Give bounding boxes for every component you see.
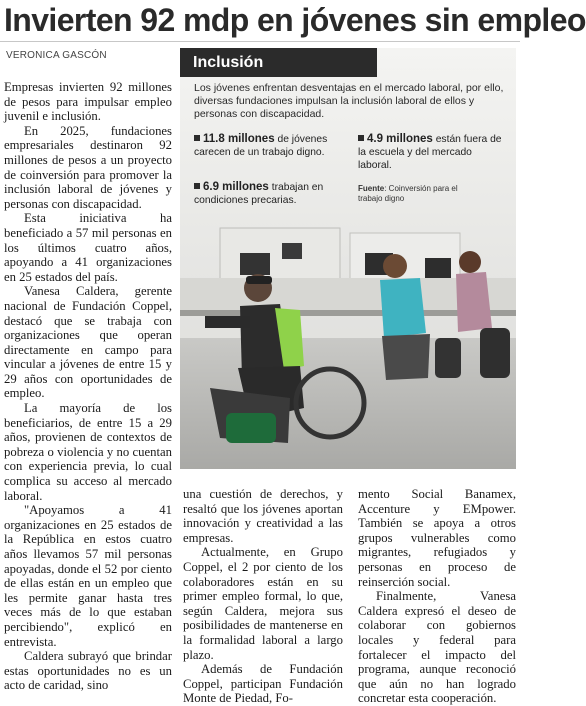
paragraph: "Apoyamos a 41 organizaciones en 25 estados de la República en estos cuatro años llevamos 57 mil personas apoyadas, donde el 52 por ciento de ellas están en un empleo que les permite ganar hasta tres veces más de lo que estaban percibiendo", explicó en entrevista. <box>4 503 172 649</box>
headline-rule <box>0 41 520 42</box>
byline: VERONICA GASCÓN <box>6 50 107 61</box>
fact-text: trabajan en condiciones precarias. <box>194 182 324 206</box>
fact-text: de jóvenes carecen de un trabajo digno. <box>194 134 328 158</box>
paragraph: Finalmente, Vanesa Caldera expresó el deseo de colaborar con gobiernos locales y federal para fortalecer el impacto del programa, aunque reconoció que aún no han logrado concretar esta cooperación. <box>358 589 516 706</box>
source-label: Fuente <box>358 184 385 193</box>
headline: Invierten 92 mdp en jóvenes sin empleo <box>4 2 586 38</box>
square-bullet-icon <box>194 135 200 141</box>
fact-item <box>194 133 354 159</box>
infobox-intro: Los jóvenes enfrentan desventajas en el mercado laboral, por ello, diversas fundaciones impulsan la inclusión laboral de ellos y personas con discapacidad. <box>194 82 504 120</box>
inclusion-infobox <box>180 48 516 469</box>
square-bullet-icon <box>358 135 364 141</box>
paragraph: Caldera subrayó que brindar estas oportunidades no es un acto de caridad, sino <box>4 649 172 693</box>
paragraph: una cuestión de derechos, y resaltó que los jóvenes aportan innovación y creatividad a las empresas. <box>183 487 343 545</box>
paragraph: mento Social Banamex, Accenture y EMpower. También se apoya a otros grupos vulnerables como migrantes, refugiados y personas en proceso de reinserción social. <box>358 487 516 589</box>
fact-value: 11.8 millones <box>203 133 275 145</box>
paragraph: Además de Fundación Coppel, participan Fundación Monte de Piedad, Fo- <box>183 662 343 706</box>
paragraph: En 2025, fundaciones empresariales destinaron 92 millones de pesos a un proyecto de coinversión para promover la inclusión laboral de jóvenes y personas con discapacidad. <box>4 123 172 211</box>
infobox-title: Inclusión <box>180 48 377 77</box>
square-bullet-icon <box>194 183 200 189</box>
paragraph: Esta iniciativa ha beneficiado a 57 mil personas en los últimos cuatro años, apoyando a 41 organizaciones en 25 estados del país. <box>4 211 172 284</box>
paragraph: Vanesa Caldera, gerente nacional de Fundación Coppel, destacó que se trabaja con organizaciones que operan directamente en campo para vincular a jóvenes de entre 15 y 29 años con oportunidades de empleo. <box>4 284 172 401</box>
infobox-source <box>358 184 468 204</box>
fact-value: 4.9 millones <box>367 133 433 145</box>
paragraph: La mayoría de los beneficiarios, de entre 15 a 29 años, provienen de contextos de pobreza o violencia y no cuentan con experiencia previa, lo cual complica su acceso al mercado laboral. <box>4 401 172 503</box>
fact-text: están fuera de la escuela y del mercado laboral. <box>358 134 502 171</box>
article-column-2 <box>183 487 343 706</box>
fact-item <box>194 181 354 207</box>
fact-item <box>358 133 508 172</box>
paragraph: Empresas invierten 92 millones de pesos para impulsar empleo juvenil e inclusión. <box>4 80 172 124</box>
article-column-3 <box>358 487 516 706</box>
fact-value: 6.9 millones <box>203 181 269 193</box>
article-column-1 <box>4 80 172 703</box>
paragraph: Actualmente, en Grupo Coppel, el 2 por ciento de los colaboradores están en su primer empleo formal, lo que, según Caldera, mejora sus posibilidades de mantenerse en la formalidad laboral a largo plazo. <box>183 545 343 662</box>
source-text: : Coinversión para el trabajo digno <box>358 184 458 203</box>
